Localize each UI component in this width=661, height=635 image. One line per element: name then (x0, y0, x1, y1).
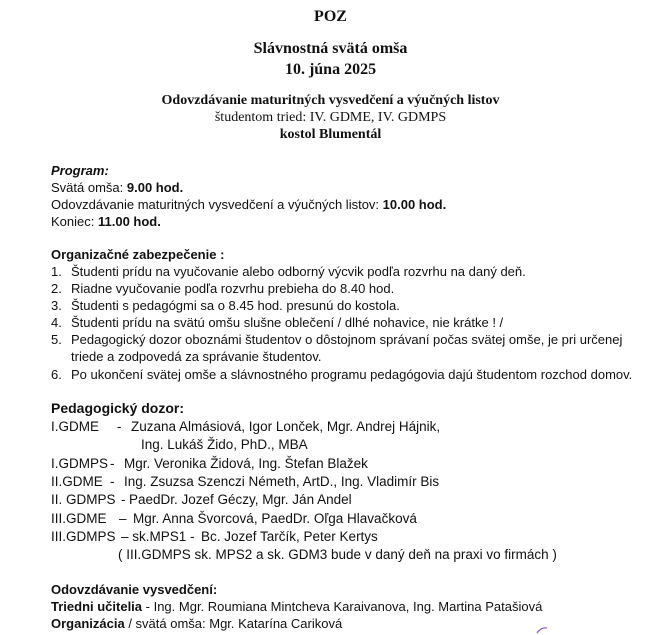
list-item-number: 6. (51, 367, 62, 382)
event-name: Slávnostná svätá omša (253, 40, 408, 57)
list-item (51, 281, 394, 297)
dozor-class: III.GDME (51, 511, 107, 526)
dozor-row (51, 456, 368, 471)
triedni-label: Triedni učitelia (51, 599, 143, 614)
dozor-sep: – sk.MPS1 - (121, 529, 195, 544)
dozor-sep: – (119, 511, 127, 526)
program-item-time: 9.00 hod. (126, 180, 184, 195)
list-item (51, 315, 503, 331)
dozor-names: PaedDr. Jozef Géczy, Mgr. Ján Andel (129, 492, 352, 507)
dozor-names: Bc. Jozef Tarčík, Peter Kertys (201, 529, 378, 544)
list-item-text: Pedagogický dozor oboznámi študentov o dôstojnom správaní počas svätej omše, je pri určenej (71, 332, 623, 347)
list-item (51, 264, 526, 280)
list-item-text: Študenti prídu na svätú omšu slušne oblečení / dlhé nohavice, nie krátke ! / (71, 315, 504, 330)
list-item-continuation: triede a zodpovedá za správanie študentov. (71, 349, 322, 364)
dozor-row (51, 474, 439, 489)
triedni-names: Ing. Mgr. Roumiana Mintcheva Karaivanova, Ing. Martina Patašiová (153, 599, 543, 614)
list-item-text: Riadne vyučovanie podľa rozvrhu prebieha do 8.40 hod. (71, 281, 395, 296)
dozor-class: III.GDMPS (51, 529, 116, 544)
event-date: 10. júna 2025 (284, 61, 377, 78)
document-title: POZ (314, 8, 347, 25)
list-item (51, 298, 400, 314)
dozor-names: Ing. Lukáš Žido, PhD., MBA (141, 437, 308, 452)
dozor-sep: - (110, 456, 115, 471)
program-item-label: Koniec: (51, 214, 98, 229)
list-item-number: 3. (51, 298, 62, 313)
pen-mark-icon (535, 625, 549, 635)
dozor-row (51, 511, 417, 526)
dozor-class: II. GDMPS (51, 492, 116, 507)
dozor-names: Ing. Zsuzsa Szenczi Németh, ArtD., Ing. Vladimír Bis (124, 474, 440, 489)
dozor-class: I.GDME (51, 419, 100, 434)
list-item (51, 332, 622, 348)
dozor-sep: - (117, 419, 122, 434)
list-item-text: Po ukončení svätej omše a slávnostného programu pedagógovia dajú študentom rozchod domov. (71, 367, 633, 382)
program-item-label: Odovzdávanie maturitných vysvedčení a výučných listov: (51, 197, 383, 212)
students-line: študentom tried: IV. GDME, IV. GDMPS (214, 110, 447, 125)
dozor-heading: Pedagogický dozor: (51, 400, 185, 416)
list-item-text: Študenti prídu na vyučovanie alebo odborný výcvik podľa rozvrhu na daný deň. (71, 264, 526, 279)
program-item-time: 10.00 hod. (382, 197, 447, 212)
dozor-row (51, 492, 352, 507)
list-item-number: 1. (51, 264, 62, 279)
program-item (51, 197, 446, 213)
dozor-class: II.GDME (51, 474, 103, 489)
odovzdavanie-heading: Odovzdávanie vysvedčení: (51, 582, 218, 597)
dozor-names: Mgr. Veronika Židová, Ing. Štefan Blažek (124, 456, 368, 471)
triedni-line (51, 599, 542, 615)
organizacia-rest: / svätá omša: Mgr. Katarína Cariková (124, 616, 343, 631)
dozor-row (141, 437, 308, 452)
program-item-time: 11.00 hod. (97, 214, 161, 229)
list-item-text: Študenti s pedagógmi sa o 8.45 hod. presunú do kostola. (71, 298, 400, 313)
organizacne-heading: Organizačné zabezpečenie : (51, 247, 225, 262)
organizacia-line (51, 616, 342, 632)
dozor-names: Mgr. Anna Švorcová, PaedDr. Oľga Hlavačková (133, 511, 417, 526)
program-item-label: Svätá omša: (51, 180, 127, 195)
program-heading: Program: (51, 163, 109, 178)
dozor-sep: - (110, 474, 115, 489)
program-item (51, 214, 161, 230)
triedni-sep: - (142, 599, 154, 614)
event-subject: Odovzdávanie maturitných vysvedčení a výučných listov (161, 93, 500, 108)
event-place: kostol Blumentál (279, 127, 382, 142)
dozor-class: I.GDMPS (51, 456, 109, 471)
list-item-number: 5. (51, 332, 62, 347)
list-item-number: 2. (51, 281, 62, 296)
dozor-row (51, 419, 440, 434)
dozor-sep: - (121, 492, 126, 507)
dozor-note: ( III.GDMPS sk. MPS2 a sk. GDM3 bude v daný deň na praxi vo firmách ) (118, 547, 557, 562)
list-item (51, 367, 632, 383)
dozor-row (51, 529, 378, 544)
program-item (51, 180, 183, 196)
dozor-names: Zuzana Almásiová, Igor Lonček, Mgr. Andrej Hájnik, (131, 419, 441, 434)
list-item-number: 4. (51, 315, 62, 330)
organizacia-label: Organizácia (51, 616, 125, 631)
